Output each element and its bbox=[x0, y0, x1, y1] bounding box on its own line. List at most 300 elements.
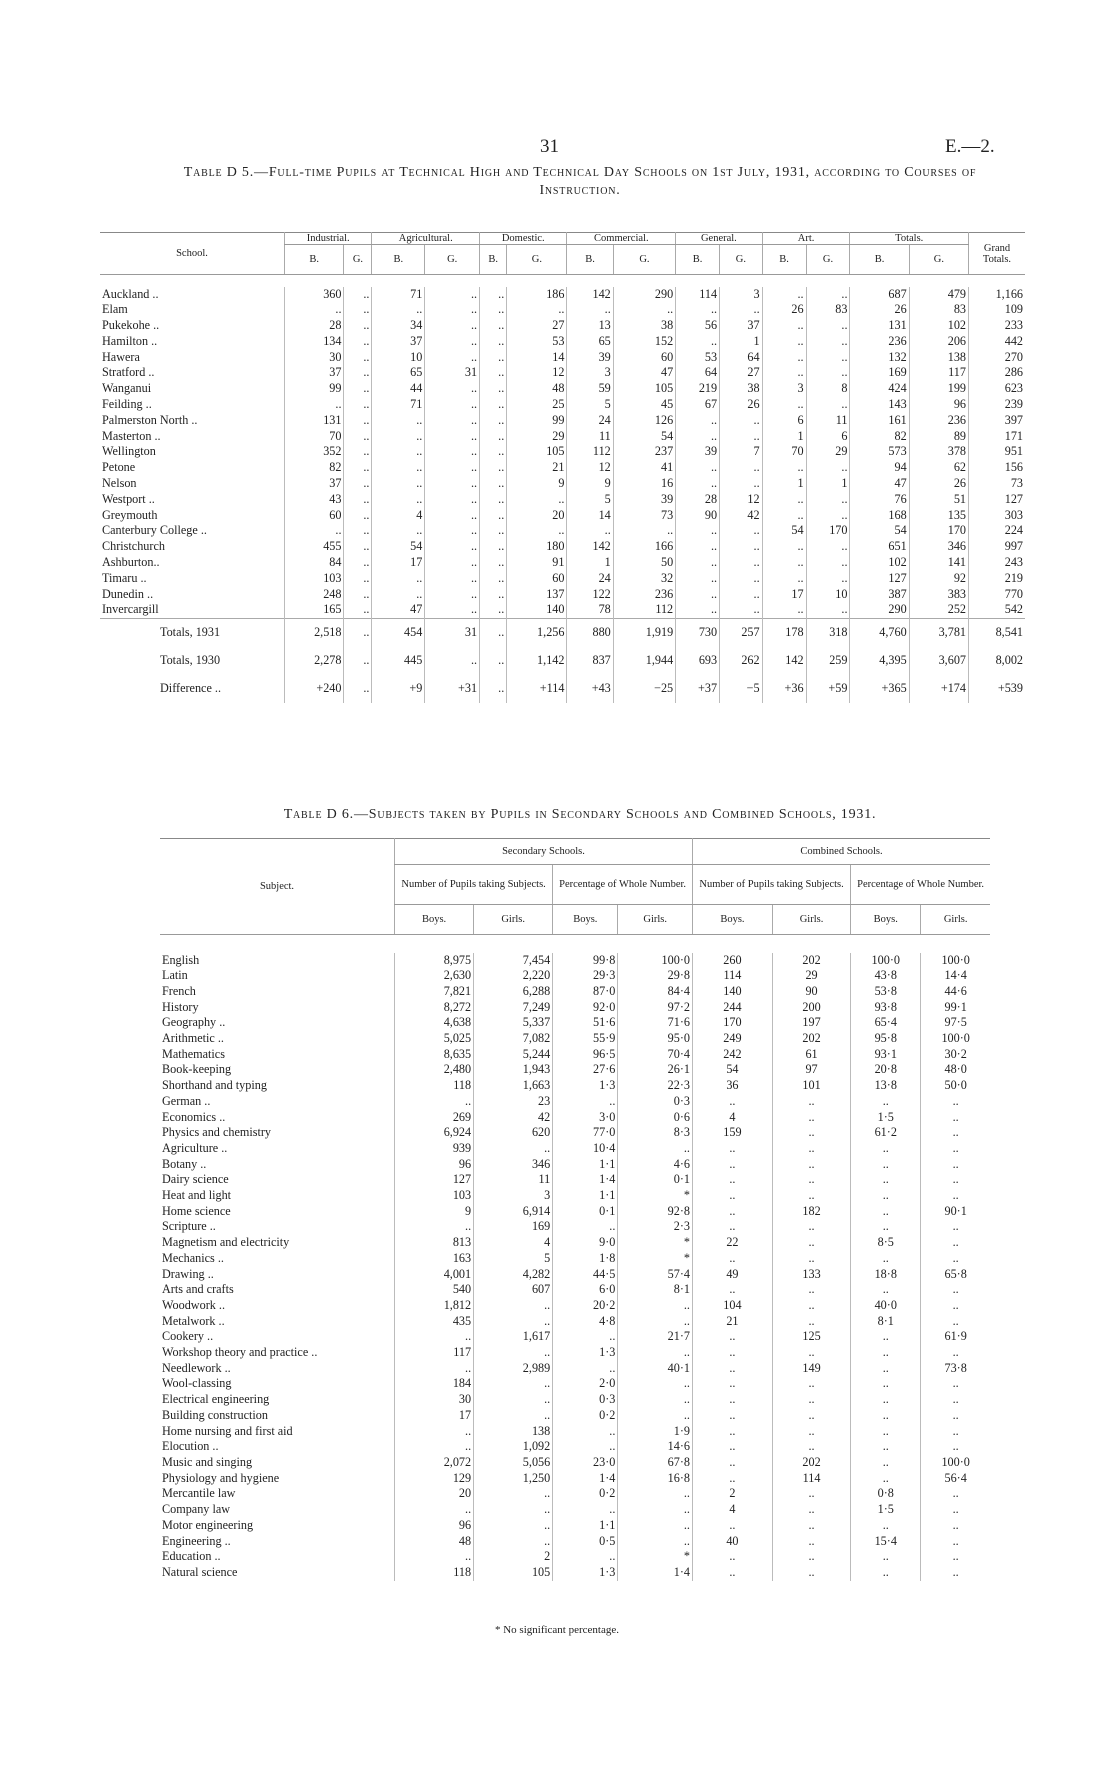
table-cell: .. bbox=[762, 602, 806, 618]
table-cell: .. bbox=[772, 1408, 850, 1424]
school-name: Timaru .. bbox=[102, 570, 147, 585]
table-cell: +37 bbox=[676, 675, 720, 703]
table-cell: 65 bbox=[567, 334, 613, 350]
table-cell: 60 bbox=[507, 571, 567, 587]
table-cell: 6,288 bbox=[474, 984, 553, 1000]
table-cell: .. bbox=[425, 555, 480, 571]
table-cell: 21 bbox=[507, 460, 567, 476]
table-cell: .. bbox=[344, 302, 372, 318]
table-cell: .. bbox=[480, 365, 507, 381]
table-cell: 54 bbox=[762, 523, 806, 539]
table-cell: .. bbox=[720, 413, 763, 429]
table-cell: .. bbox=[344, 571, 372, 587]
table-cell: .. bbox=[921, 1314, 990, 1330]
table-cell: 127 bbox=[395, 1172, 474, 1188]
table-row bbox=[160, 1204, 990, 1220]
table-row bbox=[160, 1471, 990, 1487]
table-cell: 259 bbox=[806, 647, 850, 675]
table-cell: .. bbox=[692, 1361, 772, 1377]
subject-name: Engineering .. bbox=[162, 1533, 231, 1548]
school-name: Dunedin .. bbox=[102, 586, 154, 601]
table-cell: .. bbox=[553, 1329, 618, 1345]
table-cell: 90·1 bbox=[921, 1204, 990, 1220]
table-cell: 200 bbox=[772, 1000, 850, 1016]
subject-name: Music and singing bbox=[162, 1455, 253, 1469]
table-row bbox=[100, 365, 1025, 381]
col-sub-header: B. bbox=[762, 245, 806, 275]
table-cell: .. bbox=[480, 587, 507, 603]
table-cell: 2·3 bbox=[618, 1219, 693, 1235]
table-cell: 9 bbox=[395, 1204, 474, 1220]
table-cell: 10·4 bbox=[553, 1141, 618, 1157]
table-cell: .. bbox=[720, 539, 763, 555]
table-cell: .. bbox=[676, 555, 720, 571]
table-cell: 219 bbox=[969, 571, 1026, 587]
table-cell: 140 bbox=[507, 602, 567, 618]
table-cell: .. bbox=[344, 460, 372, 476]
table-cell: .. bbox=[480, 460, 507, 476]
subject-name: Education .. bbox=[162, 1549, 221, 1564]
table-cell: .. bbox=[692, 1392, 772, 1408]
table-cell: 26·1 bbox=[618, 1062, 693, 1078]
table-cell: 62 bbox=[909, 460, 968, 476]
subject-name: Dairy science bbox=[162, 1172, 229, 1187]
table-cell: .. bbox=[806, 365, 850, 381]
table-cell: 71 bbox=[372, 397, 425, 413]
table-cell: +31 bbox=[425, 675, 480, 703]
table-cell: .. bbox=[806, 334, 850, 350]
table-cell: 90 bbox=[676, 508, 720, 524]
table-cell: .. bbox=[921, 1565, 990, 1581]
table-cell: .. bbox=[851, 1471, 921, 1487]
table-d5 bbox=[100, 232, 1025, 703]
table-row bbox=[100, 381, 1025, 397]
table-cell: .. bbox=[851, 1549, 921, 1565]
table-cell: .. bbox=[692, 1549, 772, 1565]
school-name: Christchurch bbox=[102, 539, 165, 554]
table-cell: 435 bbox=[395, 1314, 474, 1330]
table-cell: 4·6 bbox=[618, 1157, 693, 1173]
totals-row bbox=[100, 619, 1025, 647]
table-cell: .. bbox=[692, 1424, 772, 1440]
table-cell: 1·1 bbox=[553, 1518, 618, 1534]
table-cell: 140 bbox=[692, 984, 772, 1000]
table-cell: 6,924 bbox=[395, 1125, 474, 1141]
table-cell: 1·3 bbox=[553, 1565, 618, 1581]
col-group: Totals. bbox=[850, 233, 969, 245]
col-group: Industrial. bbox=[285, 233, 372, 245]
table-cell: 114 bbox=[772, 1471, 850, 1487]
table-cell: −25 bbox=[613, 675, 675, 703]
table-cell: .. bbox=[553, 1549, 618, 1565]
table-row bbox=[160, 1486, 990, 1502]
table-cell: .. bbox=[425, 587, 480, 603]
table-cell: .. bbox=[618, 1502, 693, 1518]
table-cell: 1,943 bbox=[474, 1062, 553, 1078]
table-cell: 233 bbox=[969, 318, 1026, 334]
table-cell: .. bbox=[618, 1408, 693, 1424]
table-cell: 2 bbox=[692, 1486, 772, 1502]
table-cell: 2,630 bbox=[395, 968, 474, 984]
table-row bbox=[160, 1235, 990, 1251]
table-cell: .. bbox=[425, 318, 480, 334]
table-cell: 50 bbox=[613, 555, 675, 571]
table-cell: 37 bbox=[285, 365, 344, 381]
school-name: Invercargill bbox=[102, 602, 159, 617]
table-cell: .. bbox=[618, 1345, 693, 1361]
table-row bbox=[100, 318, 1025, 334]
table-cell: 202 bbox=[772, 1455, 850, 1471]
table-cell: 30 bbox=[395, 1392, 474, 1408]
table-cell: 5,025 bbox=[395, 1031, 474, 1047]
table-cell: .. bbox=[692, 1157, 772, 1173]
table-cell: 26 bbox=[850, 302, 909, 318]
table-cell: 105 bbox=[474, 1565, 553, 1581]
subject-name: History bbox=[162, 999, 199, 1014]
col-group-combined: Combined Schools. bbox=[692, 839, 990, 865]
table-cell: * bbox=[618, 1235, 693, 1251]
table-cell: 26 bbox=[909, 476, 968, 492]
table-row bbox=[100, 287, 1025, 303]
table-cell: .. bbox=[474, 1502, 553, 1518]
table-cell: 61 bbox=[772, 1047, 850, 1063]
table-cell: .. bbox=[921, 1518, 990, 1534]
table-cell: 92·0 bbox=[553, 1000, 618, 1016]
table-cell: 14·4 bbox=[921, 968, 990, 984]
table-cell: 109 bbox=[969, 302, 1026, 318]
table-row bbox=[100, 539, 1025, 555]
table-cell: .. bbox=[772, 1439, 850, 1455]
table-cell: .. bbox=[692, 1518, 772, 1534]
col-sub-header: G. bbox=[344, 245, 372, 275]
table-cell: 236 bbox=[850, 334, 909, 350]
table-cell: .. bbox=[480, 381, 507, 397]
table-cell: .. bbox=[772, 1251, 850, 1267]
table-d6 bbox=[160, 838, 990, 1581]
table-cell: .. bbox=[921, 1125, 990, 1141]
table-cell: .. bbox=[772, 1282, 850, 1298]
table-cell: 252 bbox=[909, 602, 968, 618]
col-group: General. bbox=[676, 233, 762, 245]
table-cell: .. bbox=[921, 1094, 990, 1110]
table-d6-title: Table D 6.—Subjects taken by Pupils in Secondary Schools and Combined Schools, 1931. bbox=[283, 807, 877, 822]
subject-name: Latin bbox=[162, 968, 188, 983]
table-cell: 103 bbox=[285, 571, 344, 587]
table-cell: .. bbox=[395, 1439, 474, 1455]
table-cell: .. bbox=[806, 350, 850, 366]
table-cell: 6,914 bbox=[474, 1204, 553, 1220]
table-cell: 202 bbox=[772, 1031, 850, 1047]
table-cell: 23·0 bbox=[553, 1455, 618, 1471]
spacer-row bbox=[160, 935, 990, 953]
table-row bbox=[160, 1078, 990, 1094]
table-cell: 64 bbox=[676, 365, 720, 381]
table-cell: .. bbox=[921, 1251, 990, 1267]
table-cell: .. bbox=[851, 1392, 921, 1408]
table-cell: 48 bbox=[395, 1534, 474, 1550]
table-cell: 170 bbox=[806, 523, 850, 539]
table-row bbox=[160, 1565, 990, 1581]
table-cell: 18·8 bbox=[851, 1267, 921, 1283]
table-cell: 29 bbox=[772, 968, 850, 984]
table-cell: 40·1 bbox=[618, 1361, 693, 1377]
table-cell: 178 bbox=[762, 619, 806, 647]
table-cell: 96 bbox=[395, 1157, 474, 1173]
subject-name: Home nursing and first aid bbox=[162, 1423, 293, 1438]
table-cell: .. bbox=[480, 429, 507, 445]
table-cell: .. bbox=[553, 1361, 618, 1377]
table-cell: 249 bbox=[692, 1031, 772, 1047]
table-cell: 65·8 bbox=[921, 1267, 990, 1283]
table-cell: 1,944 bbox=[613, 647, 675, 675]
spacer-row bbox=[100, 275, 1025, 287]
table-cell: +9 bbox=[372, 675, 425, 703]
table-cell: 1·9 bbox=[618, 1424, 693, 1440]
table-row bbox=[160, 1094, 990, 1110]
table-cell: 3·0 bbox=[553, 1110, 618, 1126]
table-cell: 5 bbox=[567, 492, 613, 508]
table-cell: .. bbox=[762, 460, 806, 476]
table-cell: 0·5 bbox=[553, 1534, 618, 1550]
table-cell: 28 bbox=[285, 318, 344, 334]
table-cell: .. bbox=[851, 1439, 921, 1455]
table-cell: .. bbox=[921, 1424, 990, 1440]
table-cell: 95·0 bbox=[618, 1031, 693, 1047]
table-cell: 20·2 bbox=[553, 1298, 618, 1314]
col-sub-header: G. bbox=[613, 245, 675, 275]
table-cell: 6 bbox=[806, 429, 850, 445]
table-cell: 152 bbox=[613, 334, 675, 350]
table-cell: 83 bbox=[806, 302, 850, 318]
table-cell: 48 bbox=[507, 381, 567, 397]
school-name: Pukekohe .. bbox=[102, 318, 160, 333]
table-cell: .. bbox=[480, 302, 507, 318]
table-cell: 61·9 bbox=[921, 1329, 990, 1345]
table-cell: .. bbox=[613, 523, 675, 539]
table-cell: 3 bbox=[474, 1188, 553, 1204]
table-cell: 22 bbox=[692, 1235, 772, 1251]
table-cell: .. bbox=[921, 1376, 990, 1392]
table-cell: 5,056 bbox=[474, 1455, 553, 1471]
table-cell: 97 bbox=[772, 1062, 850, 1078]
table-cell: .. bbox=[344, 365, 372, 381]
table-cell: .. bbox=[372, 444, 425, 460]
table-row bbox=[160, 1282, 990, 1298]
subject-name: Book-keeping bbox=[162, 1062, 232, 1077]
table-cell: +365 bbox=[850, 675, 909, 703]
table-cell: .. bbox=[772, 1486, 850, 1502]
table-cell: 4 bbox=[692, 1110, 772, 1126]
table-cell: .. bbox=[806, 508, 850, 524]
table-cell: 47 bbox=[613, 365, 675, 381]
table-cell: .. bbox=[806, 539, 850, 555]
table-cell: .. bbox=[474, 1486, 553, 1502]
table-cell: 2,072 bbox=[395, 1455, 474, 1471]
table-cell: 169 bbox=[850, 365, 909, 381]
table-cell: 239 bbox=[969, 397, 1026, 413]
table-cell: 29 bbox=[806, 444, 850, 460]
table-cell: .. bbox=[772, 1141, 850, 1157]
table-row bbox=[100, 350, 1025, 366]
table-cell: .. bbox=[772, 1094, 850, 1110]
table-cell: +174 bbox=[909, 675, 968, 703]
table-row bbox=[160, 1141, 990, 1157]
col-grand-totals: Grand Totals. bbox=[969, 233, 1026, 275]
table-cell: 92·8 bbox=[618, 1204, 693, 1220]
subject-name: Mercantile law bbox=[162, 1486, 236, 1501]
table-row bbox=[160, 1314, 990, 1330]
table-cell: 202 bbox=[772, 953, 850, 969]
table-cell: 15·4 bbox=[851, 1534, 921, 1550]
table-cell: 117 bbox=[909, 365, 968, 381]
table-cell: .. bbox=[474, 1408, 553, 1424]
table-row bbox=[160, 1502, 990, 1518]
table-row bbox=[160, 1188, 990, 1204]
table-cell: .. bbox=[372, 523, 425, 539]
table-cell: .. bbox=[851, 1361, 921, 1377]
table-cell: 97·2 bbox=[618, 1000, 693, 1016]
table-cell: 8·1 bbox=[618, 1282, 693, 1298]
table-cell: .. bbox=[425, 413, 480, 429]
table-cell: .. bbox=[344, 476, 372, 492]
table-cell: 243 bbox=[969, 555, 1026, 571]
table-cell: 92 bbox=[909, 571, 968, 587]
table-cell: .. bbox=[480, 647, 507, 675]
table-cell: .. bbox=[553, 1439, 618, 1455]
table-cell: .. bbox=[772, 1392, 850, 1408]
table-cell: .. bbox=[372, 492, 425, 508]
table-cell: .. bbox=[344, 619, 372, 647]
table-cell: .. bbox=[762, 350, 806, 366]
table-row bbox=[160, 1518, 990, 1534]
table-cell: 27·6 bbox=[553, 1062, 618, 1078]
col-boys: Boys. bbox=[851, 905, 921, 935]
col-sub-header: B. bbox=[850, 245, 909, 275]
table-cell: 64 bbox=[720, 350, 763, 366]
subject-name: English bbox=[162, 952, 200, 967]
col-group: Art. bbox=[762, 233, 850, 245]
table-cell: 29 bbox=[507, 429, 567, 445]
table-cell: 16 bbox=[613, 476, 675, 492]
table-cell: 171 bbox=[969, 429, 1026, 445]
table-cell: 4,395 bbox=[850, 647, 909, 675]
table-cell: 13·8 bbox=[851, 1078, 921, 1094]
table-cell: .. bbox=[618, 1298, 693, 1314]
table-cell: 2,278 bbox=[285, 647, 344, 675]
table-cell: 303 bbox=[969, 508, 1026, 524]
table-cell: 182 bbox=[772, 1204, 850, 1220]
table-cell: .. bbox=[425, 460, 480, 476]
table-cell: 38 bbox=[613, 318, 675, 334]
table-cell: 3,781 bbox=[909, 619, 968, 647]
table-cell: 100·0 bbox=[921, 1455, 990, 1471]
table-cell: 7 bbox=[720, 444, 763, 460]
table-cell: .. bbox=[720, 523, 763, 539]
table-cell: 65·4 bbox=[851, 1015, 921, 1031]
table-cell: .. bbox=[851, 1219, 921, 1235]
subject-name: Workshop theory and practice .. bbox=[162, 1345, 318, 1360]
table-row bbox=[160, 1251, 990, 1267]
page-number: 31 bbox=[540, 136, 559, 157]
table-cell: 34 bbox=[372, 318, 425, 334]
table-cell: 20 bbox=[507, 508, 567, 524]
col-group: Agricultural. bbox=[372, 233, 480, 245]
table-cell: .. bbox=[480, 334, 507, 350]
table-cell: * bbox=[618, 1188, 693, 1204]
table-cell: 445 bbox=[372, 647, 425, 675]
table-cell: .. bbox=[692, 1376, 772, 1392]
table-cell: 0·1 bbox=[553, 1204, 618, 1220]
table-cell: +539 bbox=[969, 675, 1026, 703]
col-sub-header: B. bbox=[676, 245, 720, 275]
table-cell: 97·5 bbox=[921, 1015, 990, 1031]
table-cell: .. bbox=[921, 1534, 990, 1550]
table-cell: .. bbox=[344, 350, 372, 366]
table-cell: .. bbox=[851, 1455, 921, 1471]
table-cell: 0·2 bbox=[553, 1408, 618, 1424]
school-name: Ashburton.. bbox=[102, 555, 160, 570]
table-cell: 837 bbox=[567, 647, 613, 675]
table-cell: .. bbox=[921, 1408, 990, 1424]
table-cell: 20·8 bbox=[851, 1062, 921, 1078]
table-cell: .. bbox=[395, 1094, 474, 1110]
table-cell: 163 bbox=[395, 1251, 474, 1267]
table-cell: .. bbox=[285, 397, 344, 413]
table-cell: 99 bbox=[285, 381, 344, 397]
table-cell: .. bbox=[618, 1314, 693, 1330]
table-cell: 199 bbox=[909, 381, 968, 397]
table-cell: .. bbox=[851, 1518, 921, 1534]
table-cell: .. bbox=[692, 1408, 772, 1424]
table-cell: 43 bbox=[285, 492, 344, 508]
table-cell: .. bbox=[344, 523, 372, 539]
table-cell: 53 bbox=[676, 350, 720, 366]
table-cell: .. bbox=[921, 1110, 990, 1126]
table-cell: .. bbox=[762, 508, 806, 524]
table-cell: 9 bbox=[507, 476, 567, 492]
table-cell: * bbox=[618, 1251, 693, 1267]
table-cell: 159 bbox=[692, 1125, 772, 1141]
table-cell: .. bbox=[618, 1141, 693, 1157]
table-cell: .. bbox=[806, 555, 850, 571]
table-cell: .. bbox=[425, 508, 480, 524]
table-cell: 39 bbox=[676, 444, 720, 460]
table-cell: 138 bbox=[909, 350, 968, 366]
table-cell: 1,166 bbox=[969, 287, 1026, 303]
table-cell: 26 bbox=[720, 397, 763, 413]
table-cell: 1 bbox=[806, 476, 850, 492]
table-cell: .. bbox=[851, 1251, 921, 1267]
table-cell: .. bbox=[344, 508, 372, 524]
table-cell: 180 bbox=[507, 539, 567, 555]
table-cell: .. bbox=[425, 602, 480, 618]
col-sub-header: G. bbox=[909, 245, 968, 275]
table-cell: 32 bbox=[613, 571, 675, 587]
table-cell: 168 bbox=[850, 508, 909, 524]
table-cell: 71 bbox=[372, 287, 425, 303]
totals-row bbox=[100, 647, 1025, 675]
table-cell: 59 bbox=[567, 381, 613, 397]
school-name: Masterton .. bbox=[102, 428, 161, 443]
table-cell: .. bbox=[425, 334, 480, 350]
col-sub-header: G. bbox=[720, 245, 763, 275]
table-cell: 42 bbox=[720, 508, 763, 524]
table-cell: 135 bbox=[909, 508, 968, 524]
table-cell: +114 bbox=[507, 675, 567, 703]
table-cell: 2,518 bbox=[285, 619, 344, 647]
table-cell: 3 bbox=[567, 365, 613, 381]
table-row bbox=[100, 476, 1025, 492]
